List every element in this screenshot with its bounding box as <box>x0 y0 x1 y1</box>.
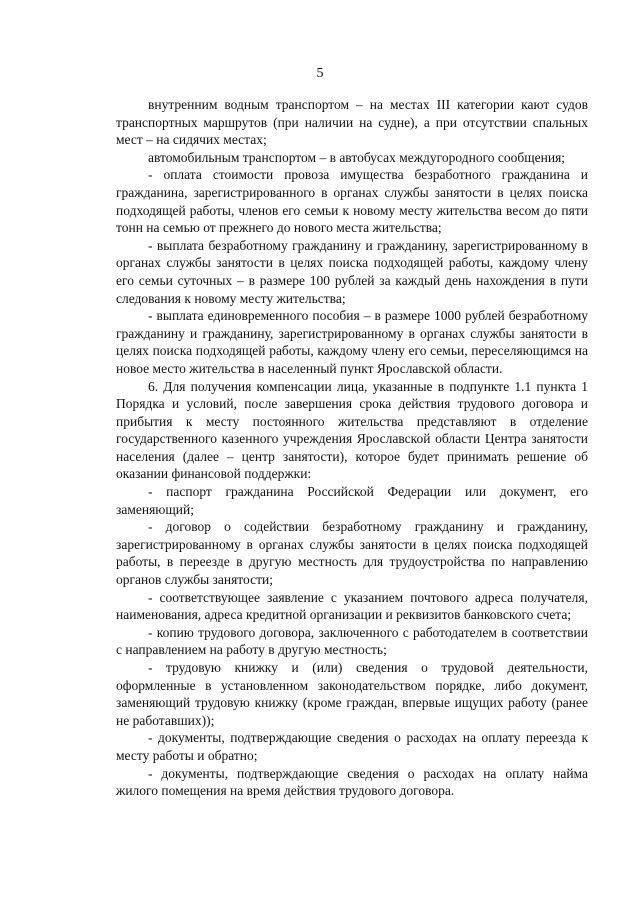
paragraph-daily-allowance: - выплата безработному гражданину и гражданину, зарегистрированному в органах службы занятости в целях поиска подходящей работы, каждому члену его семьи суточных – в размере 100 рублей за каждый день нахождения в пути следования к новому месту жительства; <box>116 237 588 306</box>
list-item-employment-contract-copy: - копию трудового договора, заключенного с работодателем в соответствии с направлением на работу в другую местность; <box>116 624 588 658</box>
paragraph-road-transport: автомобильным транспортом – в автобусах междугородного сообщения; <box>148 149 566 165</box>
list-item-passport: - паспорт гражданина Российской Федерации или документ, его заменяющий; <box>116 484 588 517</box>
list-item-assistance-agreement: - договор о содействии безработному гражданину и гражданину, зарегистрированному в органах службы занятости в целях поиска подходящей работы, в переезде в другую местность для трудоустройства по направлению органов службы занятости; <box>116 519 588 588</box>
list-item-housing-expenses: - документы, подтверждающие сведения о расходах на оплату найма жилого помещения на время действия трудового договора. <box>116 765 588 799</box>
document-body <box>116 96 588 800</box>
paragraph-water-transport: внутренним водным транспортом – на местах III категории кают судов транспортных маршрутов (при наличии на судне), а при отсутствии спальных мест – на сидячих местах; <box>116 97 588 148</box>
list-item-work-record: - трудовую книжку и (или) сведения о трудовой деятельности, оформленные в установленном законодательством порядке, либо документ, заменяющий трудовую книжку (кроме граждан, впервые ищущих работу (ранее не работавших)); <box>116 660 588 728</box>
list-item-relocation-expenses: - документы, подтверждающие сведения о расходах на оплату переезда к месту работы и обратно; <box>116 730 588 763</box>
paragraph-clause-6: 6. Для получения компенсации лица, указанные в подпункте 1.1 пункта 1 Порядка и условий, после завершения срока действия трудового договора и прибытия к месту постоянного жительства представляют в отделение государственного казенного учреждения Ярославской области Центра занятости населения (далее – центр занятости), которое будет принимать решение об оказании финансовой поддержки: <box>116 378 588 482</box>
paragraph-lump-sum-allowance: - выплата единовременного пособия – в размере 1000 рублей безработному гражданину и гражданину, зарегистрированному в органах службы занятости в целях поиска подходящей работы, каждому члену его семьи, переселяющимся на новое место жительства в населенный пункт Ярославской области. <box>116 308 588 376</box>
paragraph-property-transport-payment: - оплата стоимости провоза имущества безработного гражданина и гражданина, зарегистрированного в органах службы занятости в целях поиска подходящей работы, членов его семьи к новому месту жительства весом до пяти тонн на семью от прежнего до нового места жительства; <box>116 167 588 236</box>
page-number: 5 <box>316 66 324 81</box>
list-item-application: - соответствующее заявление с указанием почтового адреса получателя, наименования, адреса кредитной организации и реквизитов банковского счета; <box>116 589 588 623</box>
